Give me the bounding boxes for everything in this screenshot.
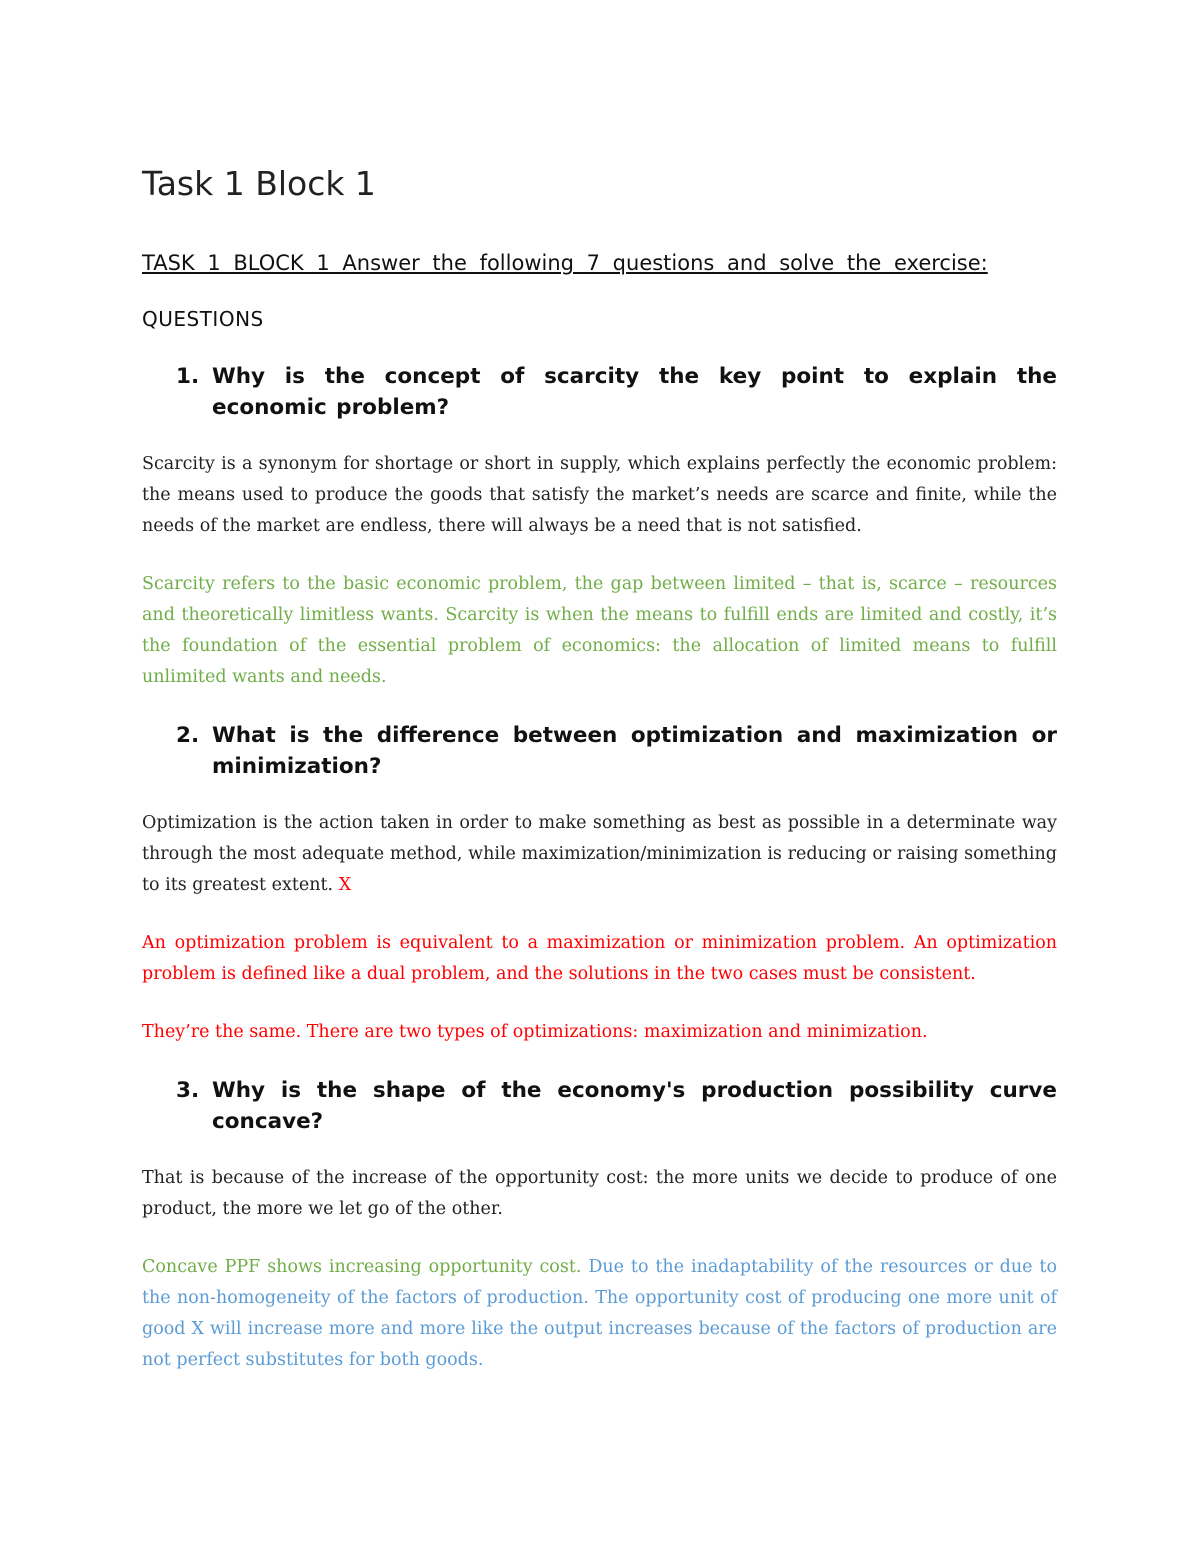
- feedback-2a: An optimization problem is equivalent to a maximization or minimization problem. An optimization problem is defined like a dual problem, and the solutions in the two cases must be consistent.: [142, 933, 1057, 984]
- wrong-mark: X: [338, 875, 352, 895]
- question-1: [142, 361, 1057, 423]
- question-text: Why is the shape of the economy's production possibility curve concave?: [212, 1078, 1057, 1134]
- answer-2-text: Optimization is the action taken in order to make something as best as possible in a determinate way through the most adequate method, while maximization/minimization is reducing or raising something to its greatest extent.: [142, 813, 1057, 895]
- section-heading: QUESTIONS: [142, 307, 264, 331]
- document-content: [142, 160, 1057, 1403]
- feedback-1: Scarcity refers to the basic economic problem, the gap between limited – that is, scarce – resources and theoretically limitless wants. Scarcity is when the means to fulfill ends are limited and costly, it’s the foundation of the essential problem of economics: the allocation of limited means to fulfill unlimited wants and needs.: [142, 574, 1057, 687]
- question-3: [142, 1075, 1057, 1137]
- question-number: 1.: [176, 364, 200, 389]
- task-heading: TASK 1 BLOCK 1 Answer the following 7 questions and solve the exercise:: [142, 251, 988, 275]
- feedback-2b: They’re the same. There are two types of optimizations: maximization and minimization.: [142, 1022, 928, 1042]
- question-number: 2.: [176, 723, 200, 748]
- question-2: [142, 720, 1057, 782]
- feedback-3: [142, 1252, 1057, 1376]
- answer-2: [142, 808, 1057, 901]
- question-number: 3.: [176, 1078, 200, 1103]
- question-text: Why is the concept of scarcity the key point to explain the economic problem?: [212, 364, 1057, 420]
- question-text: What is the difference between optimization and maximization or minimization?: [212, 723, 1057, 779]
- document-title: Task 1 Block 1: [142, 164, 376, 203]
- answer-1: Scarcity is a synonym for shortage or short in supply, which explains perfectly the economic problem: the means used to produce the goods that satisfy the market’s needs are scarce and finite, while the needs of the market are endless, there will always be a need that is not satisfied.: [142, 454, 1057, 536]
- feedback-3-blue: Due to the inadaptability of the resources or due to the non-homogeneity of the factors of production. The opportunity cost of producing one more unit of good X will increase more and more like the output increases because of the factors of production are not perfect substitutes for both goods.: [142, 1257, 1057, 1370]
- feedback-3-green: Concave PPF shows increasing opportunity cost.: [142, 1257, 582, 1277]
- answer-3: That is because of the increase of the opportunity cost: the more units we decide to produce of one product, the more we let go of the other.: [142, 1168, 1057, 1219]
